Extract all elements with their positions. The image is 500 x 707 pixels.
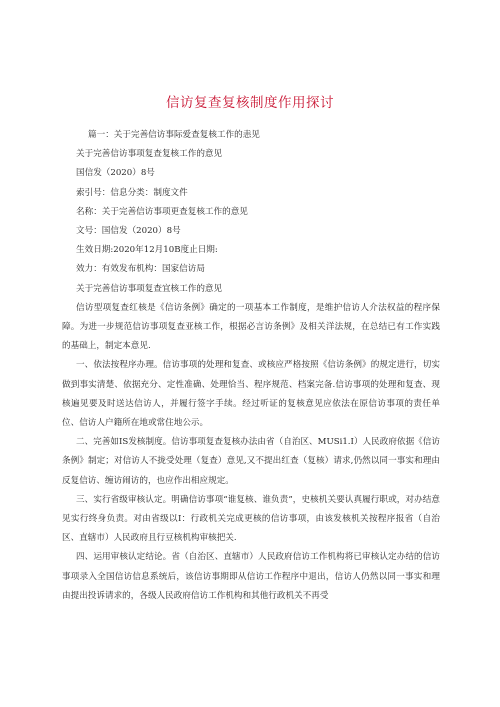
paragraph: 信访型项复查红核是《信访条例》确定的一项基本工作制度，是维护信访人介法权益的程序保障。为进一步规范信访事项复查亚核工作，根据必言访条例》及相关洋法规，在总结已有工作实践的基础上，制定本意见. (62, 302, 440, 352)
meta-line: 文号：国信发（2020）8号 (76, 226, 181, 237)
paragraph: 二、完善如IS发核制度。信访事项复查复核办法由省（自治区、MUSi1.I）人民政府依据《信访条例》制定；对信访人不拢受处理（复查）意见,又不提出红查（复核）请求,仍然以同一事实和理由反复信访、缠访闹访的，也应作出相应规定。 (62, 437, 440, 486)
paragraph: 一、依法按程序办理。信访事项的处理和复查、或核应严格按照《信访条例》的规定进行，切实做到事实清楚、依据充分、定性准确、处理恰当、程序规范、档案完备.信访事项的处理和复查、现核遍见要及时送达信访人，并履行签字手续。经过听证的复核意见应依法在原信访事项的责任单位、信访人户籍所在地或常住地公示。 (62, 360, 440, 429)
document-body (62, 126, 440, 606)
document-title: 信访复查复核制度作用探讨 (166, 95, 334, 111)
heading-line: 关于完善信访事项复查复核工作的意见 (76, 149, 223, 160)
meta-line: 国信发（2020）8号 (76, 168, 155, 179)
meta-line: 索引号：信息分类：制度文件 (76, 187, 188, 198)
meta-line: 名称：关于完善信访事项更查复核工作的意见 (76, 206, 248, 217)
paragraph: 四、运用审核认定结论。省（自治区、直辖市）人民政府信访工作机构将已审核认定办结的信访事项录入全国信访信息系统后，该信访事期即从信访工作程序中退出，信访人仍然以同一事实和理由提出投诉请求的，各级人民政府信访工作机构和其他行政机关不再受 (62, 552, 440, 601)
meta-line: 生效日期:2020年12月10B度止日期: (76, 245, 218, 256)
meta-line: 效力：有效发布机构：国家信访局 (76, 264, 205, 275)
heading-line: 篇一：关于完善信访事际爱查复核工作的恚见 (88, 130, 260, 140)
paragraph: 三、实行省级审核认定。明确信访事项“谁复核、谁负责”，史核机关要认真履行职或，对办结意见实行终身负责。对由省级以I：行政机关完成更核的信访事项，由该发核机关按程序报省（自治区、直辖市）人民政府且行豆核机构审核把关. (62, 494, 440, 544)
heading-line: 关于完善信访事项复查宜核工作的意见 (76, 283, 223, 294)
